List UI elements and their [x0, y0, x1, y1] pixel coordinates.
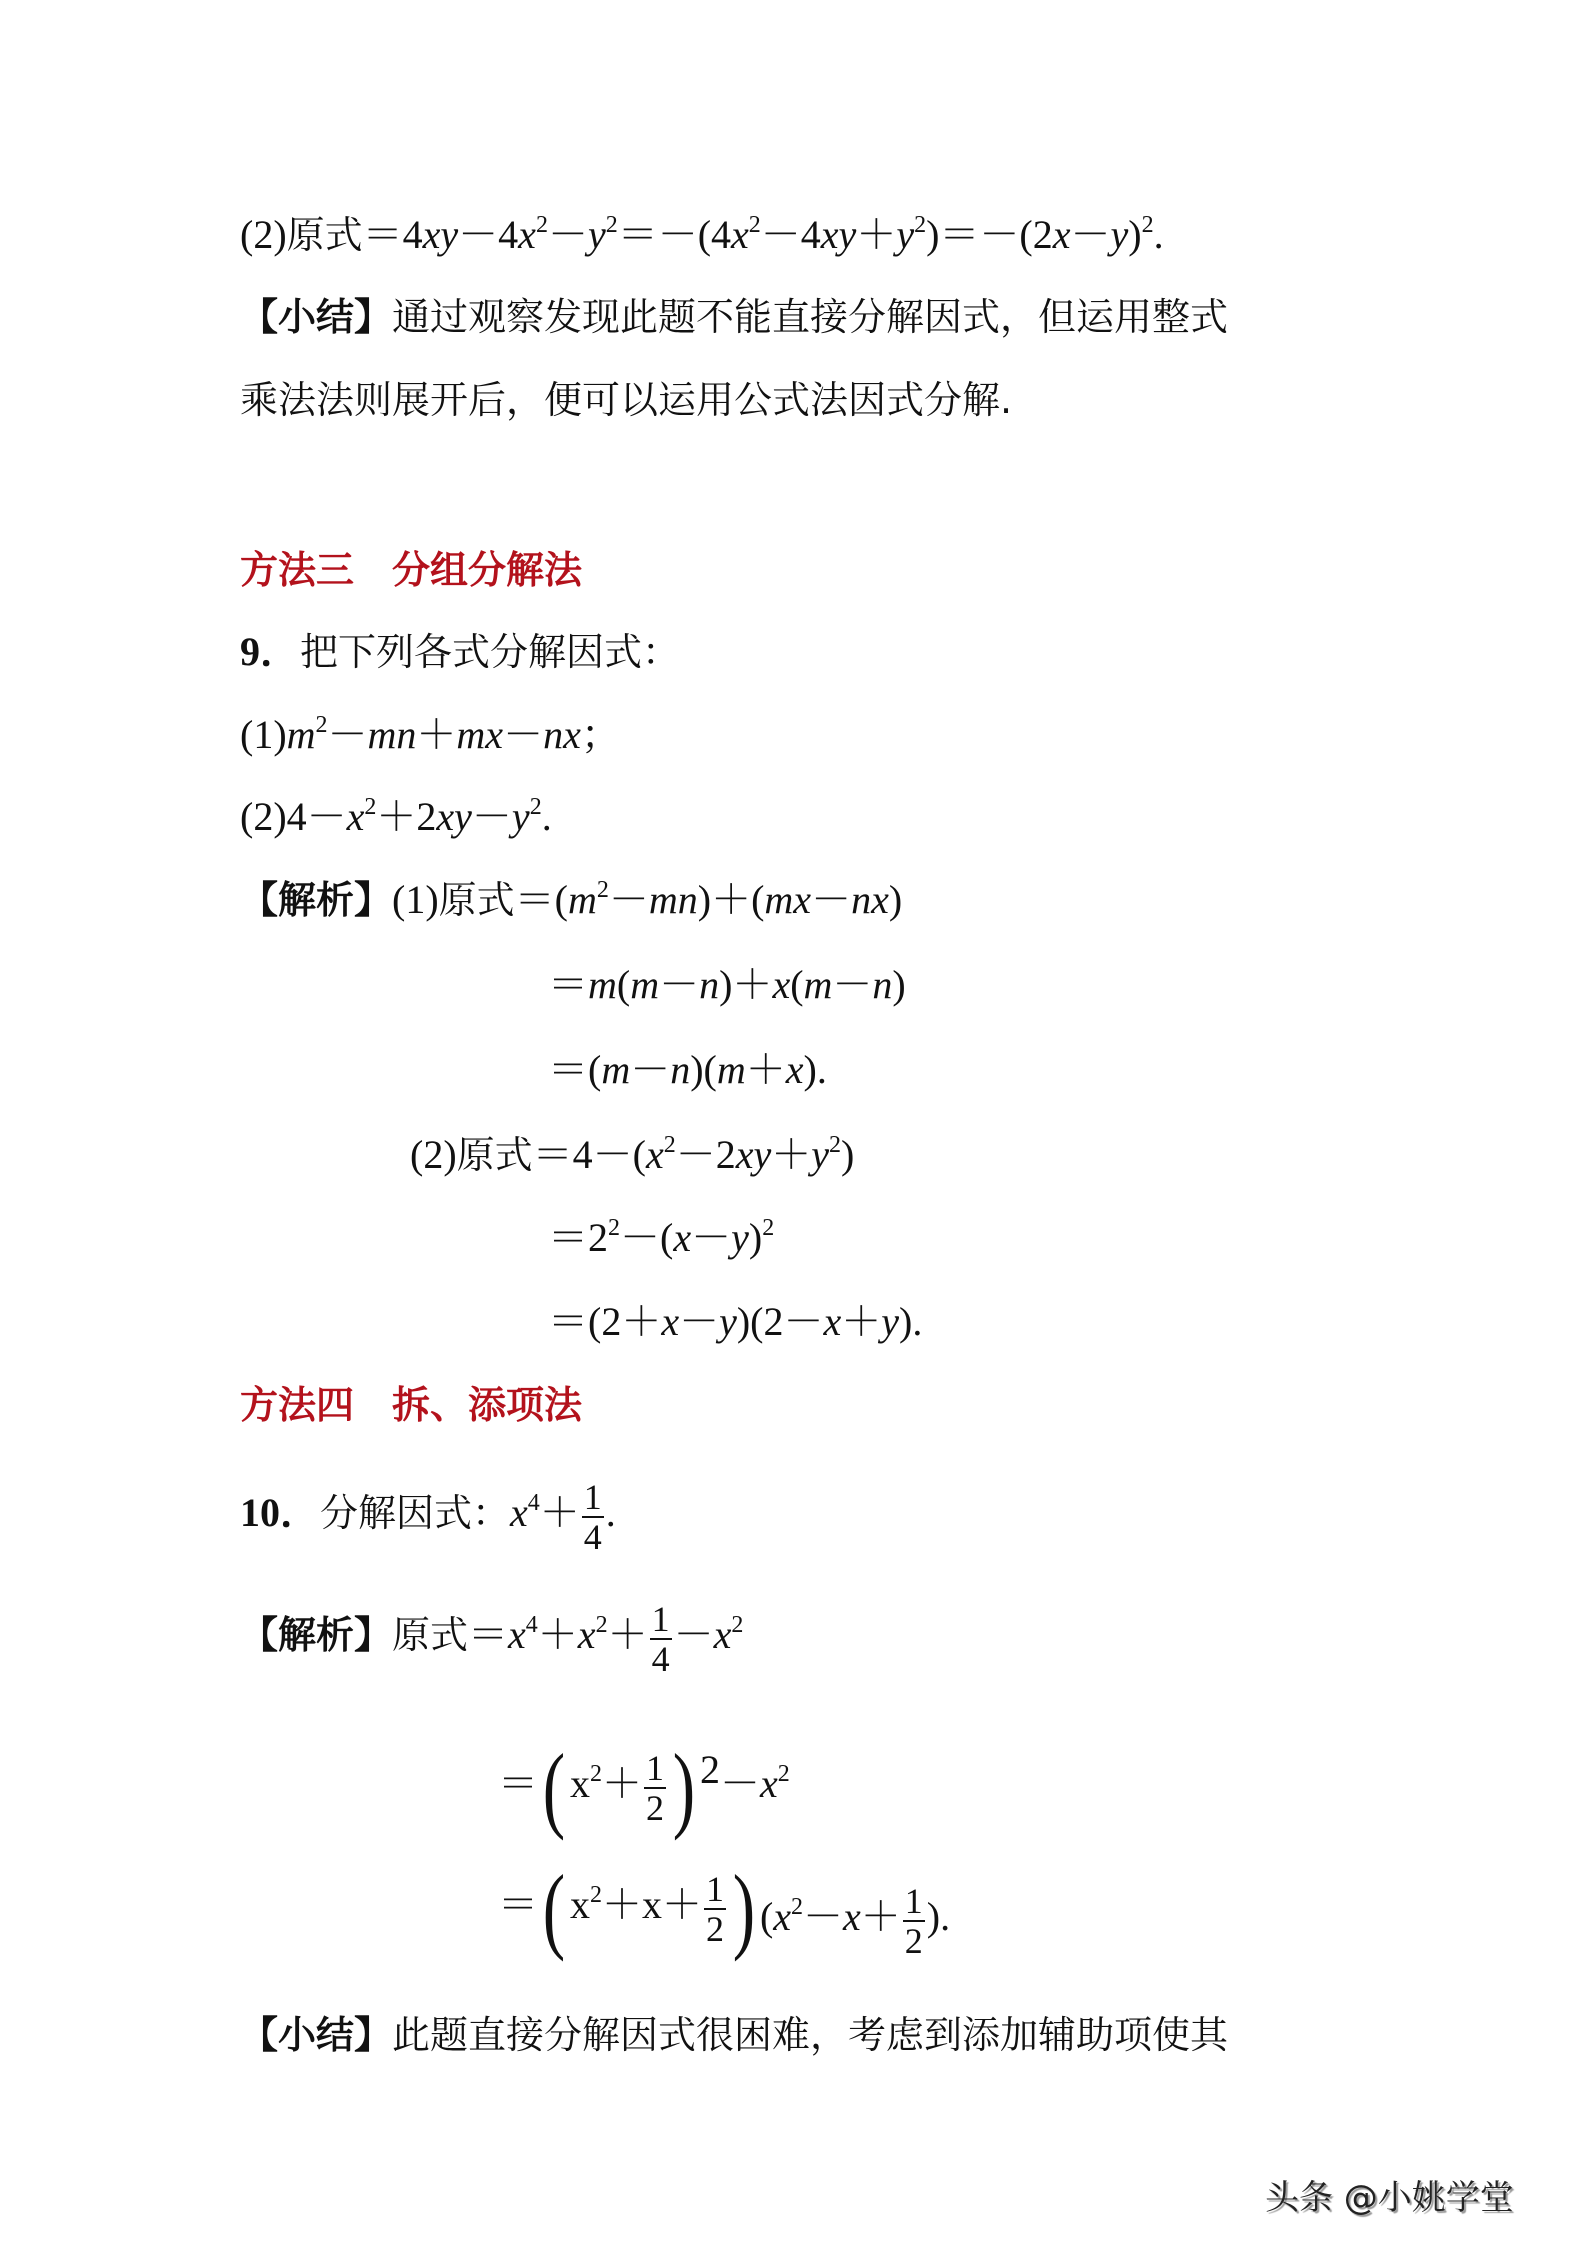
question-10: 10．分解因式：$x^4+$ $\frac{1}{4}$ . [240, 1477, 616, 1557]
analysis-9-line-1: 【解析】(1)原式$=(m^2-mn)+(mx-nx)$ [240, 877, 903, 922]
question-9: 9．把下列各式分解因式： [240, 629, 681, 674]
analysis-9-part2-line-2: $=2^2-(x-y)^2$ [548, 1215, 775, 1260]
analysis-10-line-1: 【解析】原式$=x^4+x^2+$ $\frac{1}{4}$ $-x^2$ [240, 1599, 744, 1679]
method-3-heading: 方法三 分组分解法 [240, 548, 583, 592]
question-9-part-1: $(1)m^2-mn+mx-nx$； [240, 712, 621, 757]
solution-line-2: (2)原式$=4xy-4x^2-y^2=-(4x^2-4xy+y^2)=-(2x-y)^2$. [240, 212, 1164, 257]
summary-2-line-1: 【小结】此题直接分解因式很困难，考虑到添加辅助项使其 [240, 2013, 1229, 2057]
summary-1-line-2: 乘法法则展开后，便可以运用公式法因式分解. [240, 378, 1013, 422]
summary-tag: 【小结】 [240, 295, 393, 339]
analysis-9-line-2: ＝m(m－n)＋x(m－n) [548, 962, 906, 1007]
analysis-9-part2-line-1: (2)原式$=4-(x^2-2xy+y^2)$ [410, 1132, 855, 1177]
fraction-one-quarter: $\frac{1}{4}$ [583, 1477, 602, 1557]
analysis-9-line-3: ＝(m－n)(m＋x). [548, 1047, 827, 1092]
summary-1-line-1: 【小结】通过观察发现此题不能直接分解因式，但运用整式 [240, 295, 1229, 339]
analysis-10-line-3: ＝( $x^2+x+$ $\frac{1}{2}$ ) ($x^2-x+$ $\frac{1}{2}$ ). [498, 1854, 951, 1962]
watermark: 头条 @小姚学堂 [1265, 2178, 1514, 2218]
analysis-9-part2-line-3: ＝(2＋x－y)(2－x＋y). [548, 1299, 923, 1344]
analysis-10-line-2: ＝( $x^2+$ $\frac{1}{2}$ ) $2-x^2$ [498, 1733, 790, 1841]
method-4-heading: 方法四 拆、添项法 [240, 1383, 583, 1427]
question-9-part-2: $(2)4-x^2+2xy-y^2$. [240, 794, 552, 839]
